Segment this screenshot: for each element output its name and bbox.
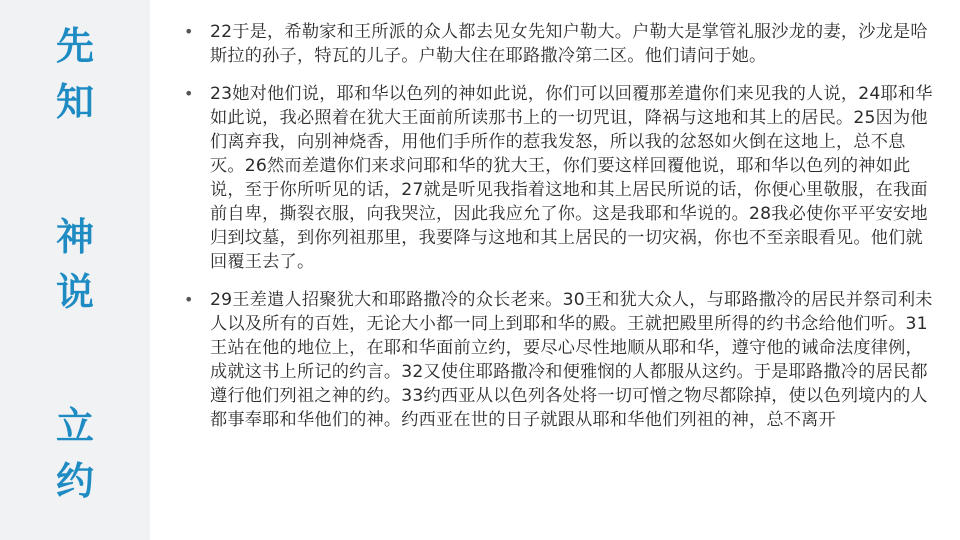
verse-text: 29王差遣人招聚犹大和耶路撒冷的众长老来。30王和犹大众人，与耶路撒冷的居民并祭司利未人以及所有的百姓，无论大小都一同上到耶和华的殿。王就把殿里所得的约书念给他们听。31王站在他的地位上，在耶和华面前立约，要尽心尽性地顺从耶和华，遵守他的诫命法度律例，成就这书上所记的约言。32又使住耶路撒冷和便雅悯的人都服从这约。于是耶路撒冷的居民都遵行他们列祖之神的约。33约西亚从以色列各处将一切可憎之物尽都除掉，使以色列境内的人都事奉耶和华他们的神。约西亚在世的日子就跟从耶和华他们列祖的神，总不离开 bbox=[210, 290, 933, 430]
sidebar-char-xian: 先 bbox=[55, 24, 94, 68]
sidebar-char-li: 立 bbox=[55, 404, 94, 448]
content-area bbox=[150, 0, 960, 540]
verse-text: 22于是，希勒家和王所派的众人都去见女先知户勒大。户勒大是掌管礼服沙龙的妻，沙龙是哈斯拉的孙子，特瓦的儿子。户勒大住在耶路撒冷第二区。他们请问于她。 bbox=[210, 22, 928, 66]
verse-item bbox=[180, 20, 934, 68]
sidebar-char-shuo: 说 bbox=[55, 270, 94, 314]
bullet-icon: • bbox=[184, 84, 194, 103]
bullet-icon: • bbox=[184, 290, 194, 309]
sidebar-char-yue: 约 bbox=[55, 459, 94, 503]
sidebar-char-zhi: 知 bbox=[55, 80, 94, 124]
verse-text: 23她对他们说，耶和华以色列的神如此说，你们可以回覆那差遣你们来见我的人说，24耶和华如此说，我必照着在犹大王面前所读那书上的一切咒诅，降祸与这地和其上的居民。25因为他们离弃我，向别神烧香，用他们手所作的惹我发怒，所以我的忿怒如火倒在这地上，总不息灭。26然而差遣你们来求问耶和华的犹大王，你们要这样回覆他说，耶和华以色列的神如此说，至于你所听见的话，27就是听见我指着这地和其上居民所说的话，你便心里敬服，在我面前自卑，撕裂衣服，向我哭泣，因此我应允了你。这是我耶和华说的。28我必使你平平安安地归到坟墓，到你列祖那里，我要降与这地和其上居民的一切灾祸，你也不至亲眼看见。他们就回覆王去了。 bbox=[210, 84, 933, 272]
verse-item bbox=[180, 82, 934, 274]
sidebar-char-shen: 神 bbox=[55, 215, 94, 259]
sidebar bbox=[0, 0, 150, 540]
bullet-icon: • bbox=[184, 22, 194, 41]
verse-item bbox=[180, 288, 934, 432]
verse-list bbox=[180, 20, 934, 432]
